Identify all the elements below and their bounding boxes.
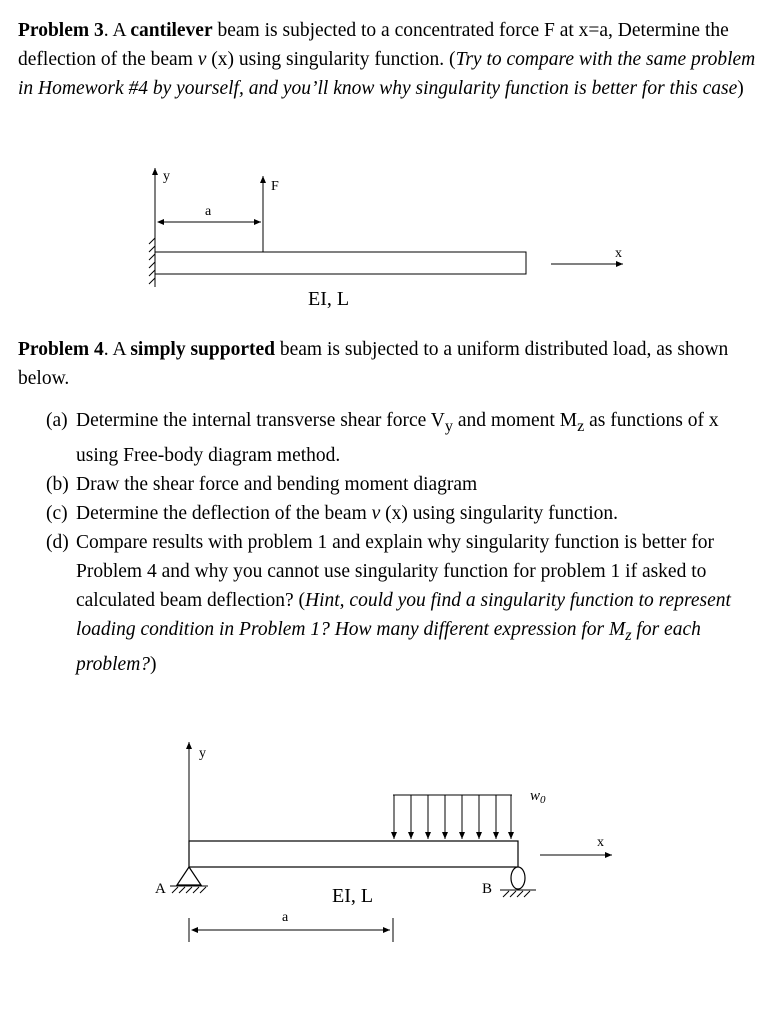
part-a-sub-y: y — [444, 416, 454, 435]
problem-3-text-4: (x) using singularity function. ( — [206, 49, 456, 70]
load-label-sub: 0 — [540, 794, 546, 806]
problem-3-italic-note: Try to compare with the same problem in Homework #4 by yourself, and you’ll know why singularity function is better for this case — [18, 49, 756, 99]
part-a-text: Determine the internal transverse shear force V — [76, 410, 445, 431]
load-label — [530, 788, 546, 806]
part-d-label: (d) — [46, 531, 69, 553]
part-b-label: (b) — [46, 473, 69, 495]
distributed-load — [393, 795, 512, 839]
fixed-wall — [149, 238, 155, 287]
problem-4-parts — [46, 406, 756, 679]
pin-support-a — [170, 867, 208, 893]
problem-3-bold-term: cantilever — [130, 20, 213, 41]
part-b — [46, 470, 756, 499]
force-label: F — [271, 179, 279, 194]
part-d-hint-sub: z — [625, 625, 632, 644]
part-d — [46, 528, 756, 679]
problem-3-text-5: ) — [737, 78, 744, 99]
x-axis-label-2: x — [597, 835, 604, 850]
support-b-label: B — [482, 881, 493, 897]
problem-4-text-3: beam is subjected to a uniform distributed load, as shown below. — [18, 339, 729, 389]
cantilever-beam — [155, 252, 526, 274]
part-c-v: v — [371, 502, 381, 524]
simply-supported-figure — [155, 742, 612, 942]
part-d-hint: Hint, could you find a singularity function to represent loading condition in Problem 1? How many different expression for M — [76, 589, 731, 640]
part-c-pre: Determine the deflection of the beam — [76, 502, 372, 524]
problem-3-text-1: . A — [103, 20, 131, 41]
simply-supported-beam — [189, 841, 518, 867]
part-a-label: (a) — [46, 410, 68, 431]
y-axis-label: y — [163, 169, 170, 184]
beam-property-label-2: EI, L — [332, 885, 374, 907]
part-a — [46, 406, 756, 470]
part-a-mid: and moment M — [453, 410, 578, 431]
part-d-close: ) — [150, 653, 157, 675]
roller-support-b — [500, 867, 536, 897]
load-label-w: w — [530, 788, 541, 804]
part-a-sub-z: z — [577, 416, 585, 435]
dimension-a-label-2: a — [282, 910, 289, 925]
problem-4-text — [18, 335, 758, 393]
cantilever-figure — [149, 168, 623, 310]
beam-property-label: EI, L — [308, 288, 350, 310]
dimension-a-label: a — [205, 204, 212, 219]
part-c-label: (c) — [46, 502, 68, 524]
part-d-text: Compare results with problem 1 and explain why singularity function is better for Problem 4 and why you cannot use singularity function for problem 1 if asked to calculated beam deflection? ( — [76, 531, 714, 611]
problem-3-v: v — [197, 49, 207, 70]
problem-3-heading: Problem 3 — [18, 20, 104, 41]
part-b-text: Draw the shear force and bending moment diagram — [76, 473, 478, 495]
x-axis-label: x — [615, 246, 622, 261]
part-d-hint-end: for each problem? — [76, 618, 701, 675]
problem-3-text-3: beam is subjected to a concentrated force F at x=a, Determine the deflection of the beam — [18, 20, 729, 70]
y-axis-label-2: y — [199, 746, 206, 761]
support-a-label: A — [155, 881, 166, 897]
problem-4-heading: Problem 4 — [18, 339, 104, 360]
part-c — [46, 499, 756, 528]
problem-4-bold-term: simply supported — [130, 339, 275, 360]
problem-4-text-1: . A — [103, 339, 131, 360]
part-c-post: (x) using singularity function. — [380, 502, 619, 524]
part-a-end: as functions of x using Free-body diagram method. — [76, 410, 719, 466]
